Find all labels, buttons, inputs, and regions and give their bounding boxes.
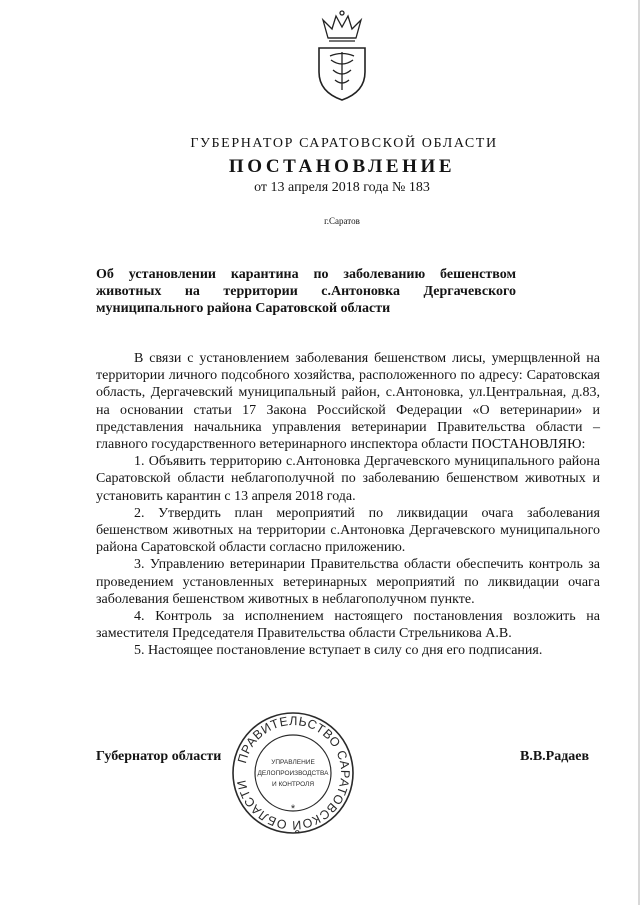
- title-line: муниципального района Саратовской области: [96, 301, 391, 316]
- authority-heading: ГУБЕРНАТОР САРАТОВСКОЙ ОБЛАСТИ: [190, 136, 498, 151]
- title-line: Об установлении карантина по заболеванию бешенством: [96, 267, 516, 282]
- numbered-item: 4. Контроль за исполнением настоящего постановления возложить на заместителя Председателя Правительства области Стрельникова А.В.: [96, 609, 600, 642]
- document-body: [96, 350, 600, 660]
- coat-of-arms-icon: [311, 8, 373, 104]
- document-type: ПОСТАНОВЛЕНИЕ: [228, 156, 456, 177]
- official-stamp: [230, 710, 356, 836]
- stamp-center-line: И КОНТРОЛЯ: [271, 781, 315, 788]
- stamp-center-line: УПРАВЛЕНИЕ: [271, 759, 315, 766]
- document-title: [96, 266, 516, 317]
- numbered-item: 5. Настоящее постановление вступает в силу со дня его подписания.: [134, 643, 543, 659]
- svg-text:*: *: [290, 803, 296, 815]
- signer-name: В.В.Радаев: [520, 749, 590, 764]
- signer-title: Губернатор области: [96, 749, 222, 764]
- preamble-paragraph: В связи с установлением заболевания бешенством лисы, умерщвленной на территории личного подсобного хозяйства, расположенного по адресу: Саратовская область, Дергачевский муниципальный район, с.Антоновка, ул.Центральная, д.83, на основании статьи 17 Закона Российской Федерации «О ветеринарии» и представления начальника управления ветеринарии Правительства области – главного государственного ветеринарного инспектора области ПОСТАНОВЛЯЮ:: [96, 351, 600, 453]
- document-date-number: от 13 апреля 2018 года № 183: [254, 180, 430, 195]
- stamp-ring-text: ПРАВИТЕЛЬСТВО САРАТОВСКОЙ ОБЛАСТИ: [234, 713, 353, 833]
- numbered-item: 3. Управлению ветеринарии Правительства области обеспечить контроль за проведением установленных ветеринарных мероприятий по ликвидации очага заболевания бешенством животных в неблагополучном пункте.: [96, 557, 600, 607]
- stamp-center-line: ДЕЛОПРОИЗВОДСТВА: [257, 770, 329, 777]
- numbered-item: 1. Объявить территорию с.Антоновка Дергачевского муниципального района Саратовской области неблагополучной по заболеванию бешенством животных и установить карантин с 13 апреля 2018 года.: [96, 454, 600, 504]
- document-city: г.Саратов: [324, 216, 360, 226]
- title-line: животных на территории с.Антоновка Дергачевского: [96, 284, 516, 299]
- numbered-item: 2. Утвердить план мероприятий по ликвидации очага заболевания бешенством животных на территории с.Антоновка Дергачевского муниципального района Саратовской области согласно приложению.: [96, 505, 600, 556]
